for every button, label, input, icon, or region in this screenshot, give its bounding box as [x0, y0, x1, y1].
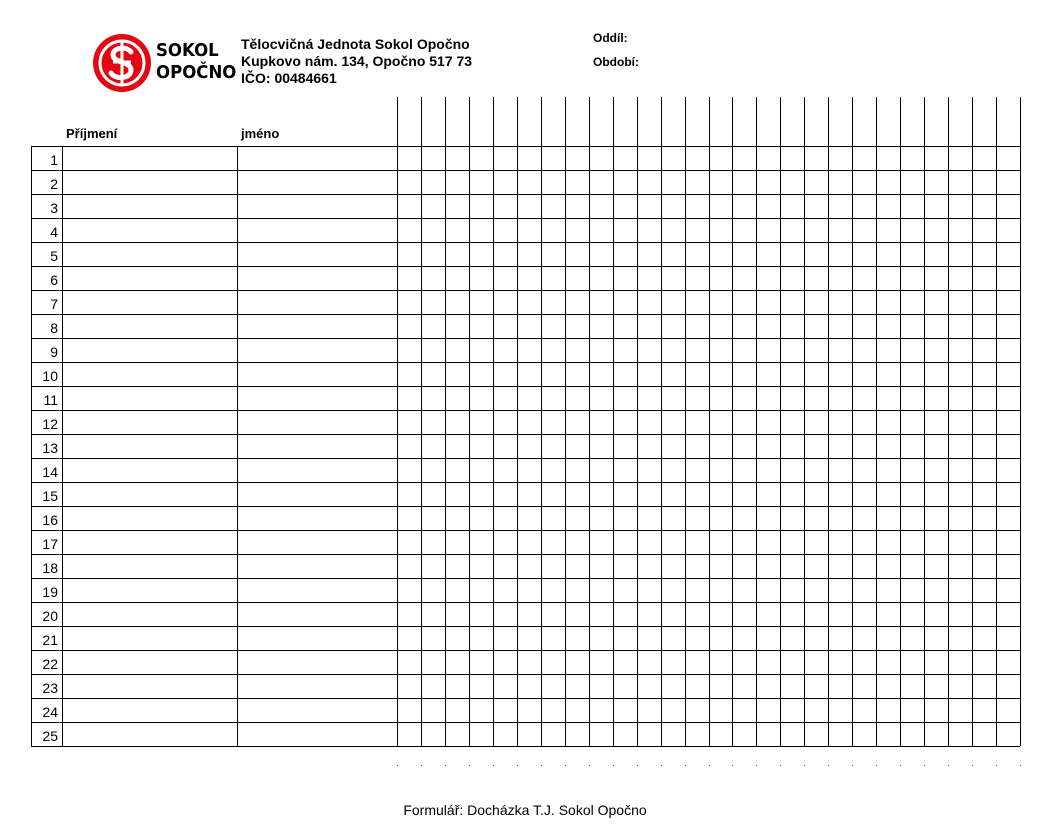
- first-name-cell[interactable]: [238, 722, 397, 746]
- sokol-emblem-icon: [91, 32, 153, 94]
- surname-cell[interactable]: [63, 290, 237, 314]
- row-number: 9: [50, 344, 58, 360]
- row-number: 17: [42, 536, 58, 552]
- row-number: 13: [42, 440, 58, 456]
- surname-cell[interactable]: [63, 386, 237, 410]
- surname-cell[interactable]: [63, 314, 237, 338]
- organization-name: Tělocvičná Jednota Sokol Opočno: [241, 36, 470, 52]
- row-number: 14: [42, 464, 58, 480]
- row-number: 19: [42, 584, 58, 600]
- row-number: 1: [50, 152, 58, 168]
- surname-cell[interactable]: [63, 338, 237, 362]
- surname-cell[interactable]: [63, 458, 237, 482]
- first-name-cell[interactable]: [238, 290, 397, 314]
- first-name-cell[interactable]: [238, 530, 397, 554]
- surname-cell[interactable]: [63, 434, 237, 458]
- first-name-cell[interactable]: [238, 674, 397, 698]
- row-number: 10: [42, 368, 58, 384]
- dot-mark: [661, 765, 662, 766]
- surname-cell[interactable]: [63, 626, 237, 650]
- dot-mark: [1020, 765, 1021, 766]
- row-number: 23: [42, 680, 58, 696]
- dot-mark: [685, 765, 686, 766]
- dot-mark: [709, 765, 710, 766]
- first-name-cell[interactable]: [238, 242, 397, 266]
- row-number: 16: [42, 512, 58, 528]
- dot-mark: [541, 765, 542, 766]
- organization-block: [241, 36, 472, 87]
- first-name-cell[interactable]: [238, 554, 397, 578]
- row-number: 15: [42, 488, 58, 504]
- dot-mark: [637, 765, 638, 766]
- logo-line-2: OPOČNO: [156, 62, 237, 83]
- dot-mark: [565, 765, 566, 766]
- oddil-label: Oddíl:: [593, 31, 628, 45]
- surname-cell[interactable]: [63, 482, 237, 506]
- first-name-cell[interactable]: [238, 698, 397, 722]
- row-number: 4: [50, 224, 58, 240]
- first-name-cell[interactable]: [238, 146, 397, 170]
- surname-cell[interactable]: [63, 218, 237, 242]
- row-number: 24: [42, 704, 58, 720]
- dot-mark: [421, 765, 422, 766]
- row-number: 22: [42, 656, 58, 672]
- dot-mark: [828, 765, 829, 766]
- dot-mark: [876, 765, 877, 766]
- surname-cell[interactable]: [63, 578, 237, 602]
- surname-cell[interactable]: [63, 722, 237, 746]
- header-jmeno: jméno: [241, 126, 280, 141]
- dot-mark: [397, 765, 398, 766]
- dot-mark: [972, 765, 973, 766]
- surname-cell[interactable]: [63, 602, 237, 626]
- first-name-cell[interactable]: [238, 218, 397, 242]
- dot-mark: [445, 765, 446, 766]
- organization-address: Kupkovo nám. 134, Opočno 517 73: [241, 53, 473, 69]
- row-number: 18: [42, 560, 58, 576]
- first-name-cell[interactable]: [238, 602, 397, 626]
- row-number: 3: [50, 200, 58, 216]
- dot-mark: [613, 765, 614, 766]
- row-number: 7: [50, 296, 58, 312]
- surname-cell[interactable]: [63, 362, 237, 386]
- logo-line-1: SOKOL: [156, 40, 219, 61]
- first-name-cell[interactable]: [238, 482, 397, 506]
- surname-cell[interactable]: [63, 698, 237, 722]
- dot-mark: [732, 765, 733, 766]
- surname-cell[interactable]: [63, 242, 237, 266]
- dot-mark: [469, 765, 470, 766]
- organization-ico: IČO: 00484661: [241, 70, 337, 86]
- first-name-cell[interactable]: [238, 194, 397, 218]
- dot-mark: [996, 765, 997, 766]
- first-name-cell[interactable]: [238, 626, 397, 650]
- dot-mark: [589, 765, 590, 766]
- surname-cell[interactable]: [63, 554, 237, 578]
- first-name-cell[interactable]: [238, 314, 397, 338]
- surname-cell[interactable]: [63, 506, 237, 530]
- first-name-cell[interactable]: [238, 578, 397, 602]
- row-number: 6: [50, 272, 58, 288]
- dot-mark: [900, 765, 901, 766]
- first-name-cell[interactable]: [238, 506, 397, 530]
- row-number: 20: [42, 608, 58, 624]
- first-name-cell[interactable]: [238, 434, 397, 458]
- surname-cell[interactable]: [63, 266, 237, 290]
- sokol-logo: [91, 32, 237, 94]
- dot-mark: [780, 765, 781, 766]
- dot-mark: [852, 765, 853, 766]
- first-name-cell[interactable]: [238, 410, 397, 434]
- first-name-cell[interactable]: [238, 386, 397, 410]
- dot-mark: [756, 765, 757, 766]
- surname-cell[interactable]: [63, 146, 237, 170]
- dot-mark: [804, 765, 805, 766]
- dot-mark: [924, 765, 925, 766]
- row-number: 2: [50, 176, 58, 192]
- surname-cell[interactable]: [63, 530, 237, 554]
- surname-cell[interactable]: [63, 194, 237, 218]
- first-name-cell[interactable]: [238, 458, 397, 482]
- row-number: 12: [42, 416, 58, 432]
- obdobi-label: Období:: [593, 55, 639, 69]
- surname-cell[interactable]: [63, 650, 237, 674]
- surname-cell[interactable]: [63, 170, 237, 194]
- logo-wordmark: [156, 40, 236, 84]
- first-name-cell[interactable]: [238, 338, 397, 362]
- dot-mark: [493, 765, 494, 766]
- first-name-cell[interactable]: [238, 362, 397, 386]
- row-number: 5: [50, 248, 58, 264]
- header-prijmeni: Příjmení: [66, 126, 118, 141]
- dot-mark: [948, 765, 949, 766]
- row-number: 11: [43, 392, 58, 408]
- first-name-cell[interactable]: [238, 266, 397, 290]
- surname-cell[interactable]: [63, 674, 237, 698]
- surname-cell[interactable]: [63, 410, 237, 434]
- form-footer: Formulář: Docházka T.J. Sokol Opočno: [403, 802, 647, 818]
- row-number: 25: [42, 728, 58, 744]
- first-name-cell[interactable]: [238, 170, 397, 194]
- row-number: 8: [50, 320, 58, 336]
- dot-mark: [517, 765, 518, 766]
- row-number: 21: [42, 632, 58, 648]
- first-name-cell[interactable]: [238, 650, 397, 674]
